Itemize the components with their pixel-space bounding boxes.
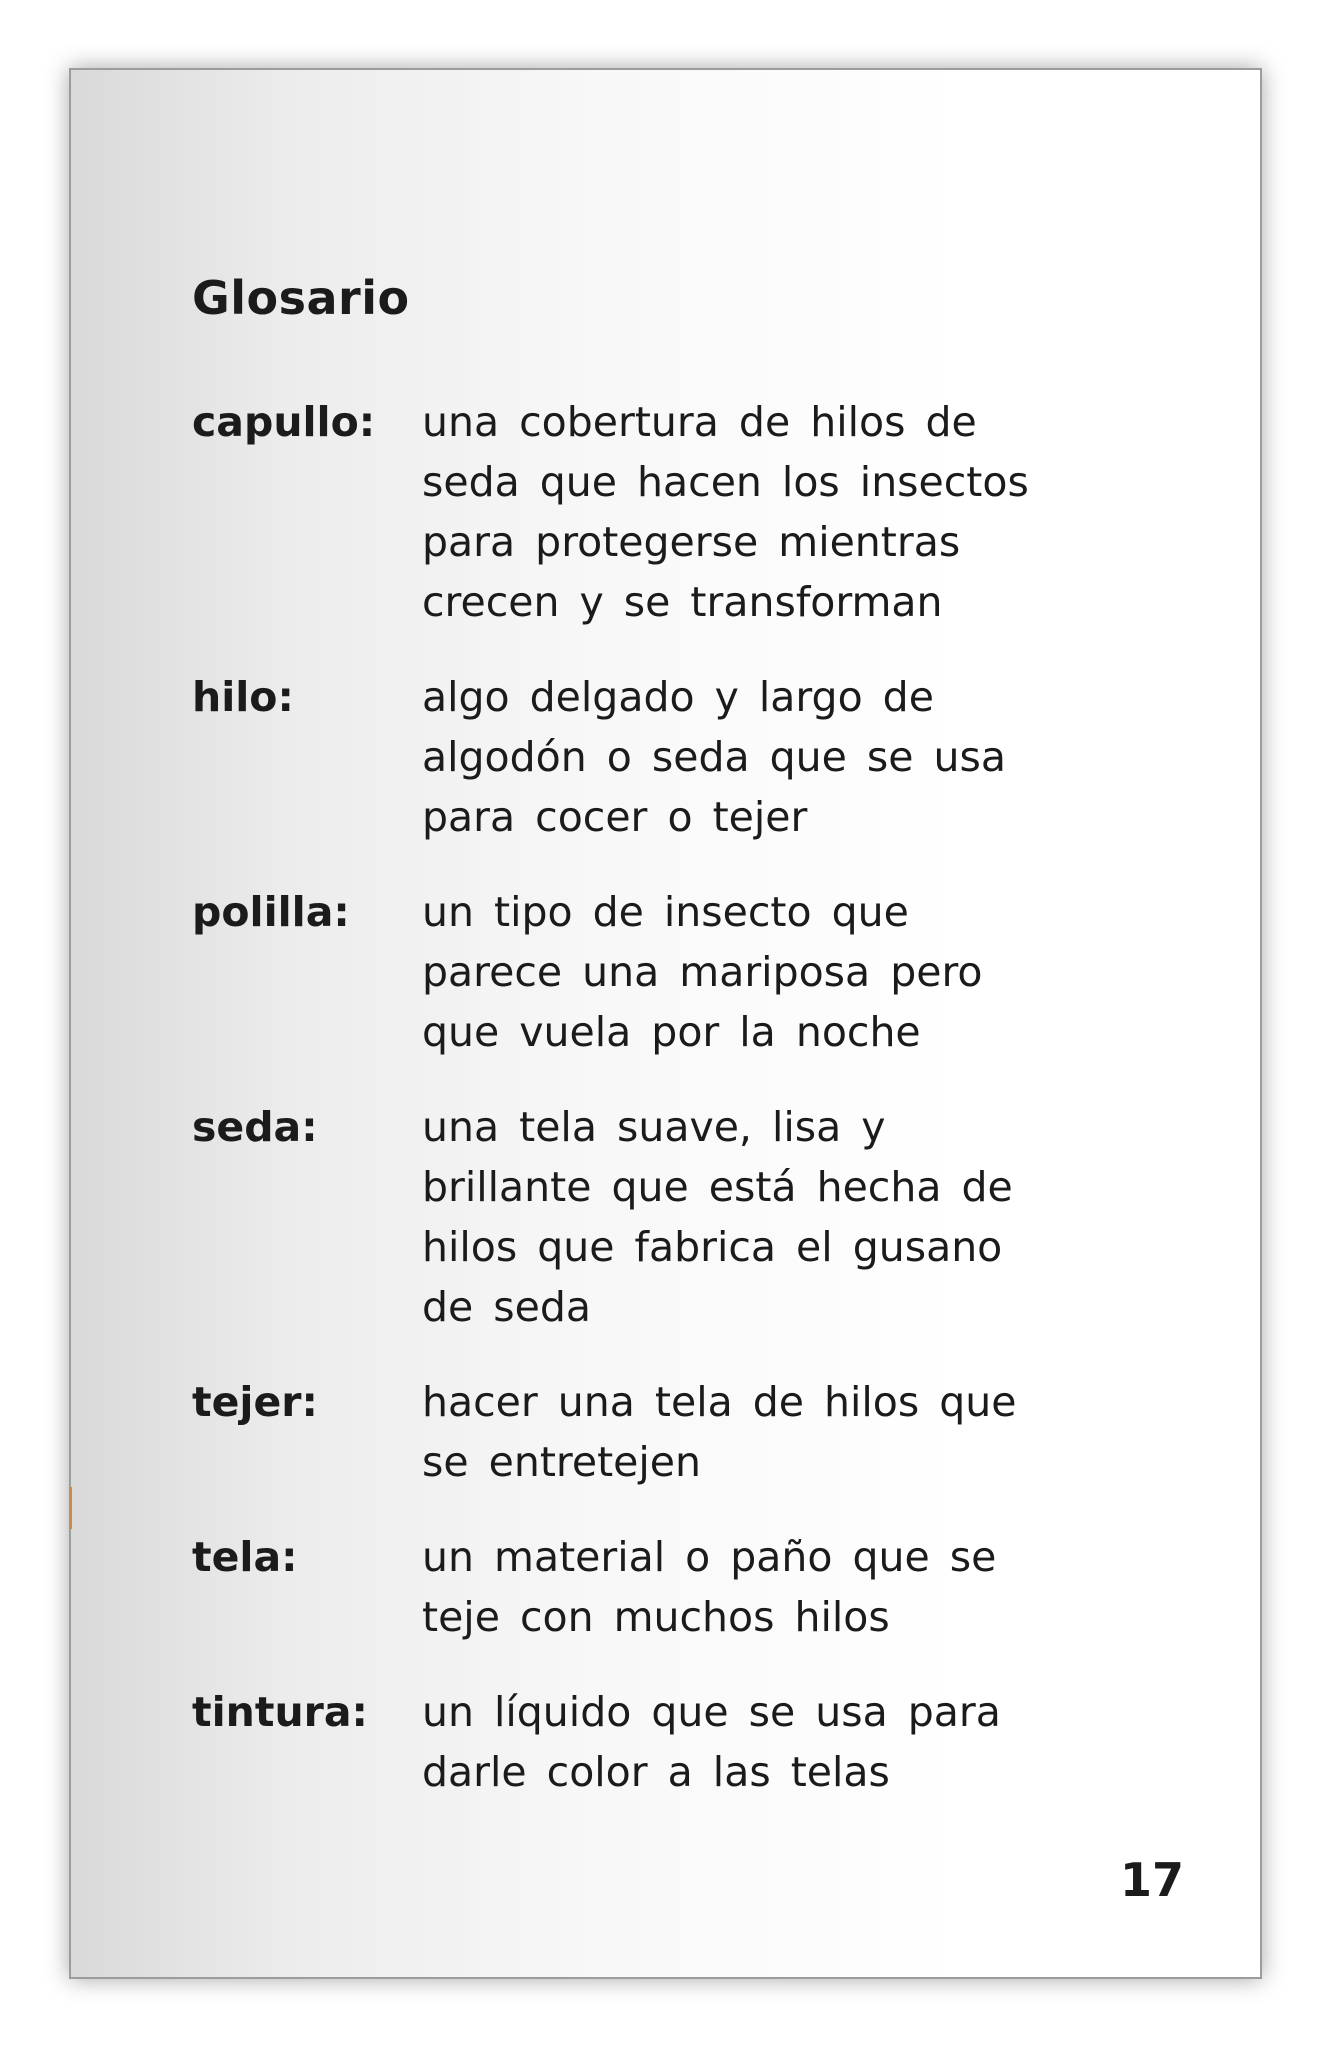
definition-line: para protegerse mientras bbox=[422, 518, 961, 566]
definition-line: un material o paño que se bbox=[422, 1533, 997, 1581]
glossary-definition bbox=[422, 882, 1192, 1062]
glossary-definition bbox=[422, 1097, 1192, 1337]
glossary-entry-tela bbox=[192, 1527, 1192, 1647]
definition-line: de seda bbox=[422, 1283, 592, 1331]
glossary-term: seda: bbox=[192, 1103, 318, 1151]
glossary-definition bbox=[422, 1372, 1192, 1492]
definition-line: que vuela por la noche bbox=[422, 1008, 921, 1056]
glossary-entry-hilo bbox=[192, 667, 1192, 847]
glossary-entry-seda bbox=[192, 1097, 1192, 1337]
definition-line: una cobertura de hilos de bbox=[422, 398, 977, 446]
glossary-definition bbox=[422, 667, 1192, 847]
glossary-entry-polilla bbox=[192, 882, 1192, 1062]
definition-line: brillante que está hecha de bbox=[422, 1163, 1013, 1211]
definition-line: un tipo de insecto que bbox=[422, 888, 909, 936]
definition-line: algo delgado y largo de bbox=[422, 673, 934, 721]
glossary-entry-tintura bbox=[192, 1682, 1192, 1802]
definition-line: se entretejen bbox=[422, 1438, 701, 1486]
glossary-term: hilo: bbox=[192, 673, 294, 721]
glossary-definition bbox=[422, 392, 1192, 632]
glossary-term: tejer: bbox=[192, 1378, 318, 1426]
definition-line: darle color a las telas bbox=[422, 1748, 890, 1796]
page-edge-mark bbox=[69, 1487, 72, 1529]
definition-line: algodón o seda que se usa bbox=[422, 733, 1006, 781]
definition-line: seda que hacen los insectos bbox=[422, 458, 1029, 506]
glossary-term: polilla: bbox=[192, 888, 350, 936]
definition-line: parece una mariposa pero bbox=[422, 948, 983, 996]
definition-line: una tela suave, lisa y bbox=[422, 1103, 886, 1151]
glossary-term: tela: bbox=[192, 1533, 298, 1581]
glossary-term: tintura: bbox=[192, 1688, 368, 1736]
glossary-term: capullo: bbox=[192, 398, 376, 446]
definition-line: para cocer o tejer bbox=[422, 793, 808, 841]
definition-line: teje con muchos hilos bbox=[422, 1593, 890, 1641]
definition-line: un líquido que se usa para bbox=[422, 1688, 1001, 1736]
glossary-definition bbox=[422, 1682, 1192, 1802]
glossary-definition bbox=[422, 1527, 1192, 1647]
glossary-entry-capullo bbox=[192, 392, 1192, 632]
book-page bbox=[69, 68, 1262, 1979]
page-title: Glosario bbox=[192, 271, 410, 325]
definition-line: hilos que fabrica el gusano bbox=[422, 1223, 1003, 1271]
page-number: 17 bbox=[1119, 1853, 1184, 1907]
glossary-list bbox=[192, 392, 1192, 1837]
glossary-entry-tejer bbox=[192, 1372, 1192, 1492]
definition-line: crecen y se transforman bbox=[422, 578, 943, 626]
definition-line: hacer una tela de hilos que bbox=[422, 1378, 1017, 1426]
